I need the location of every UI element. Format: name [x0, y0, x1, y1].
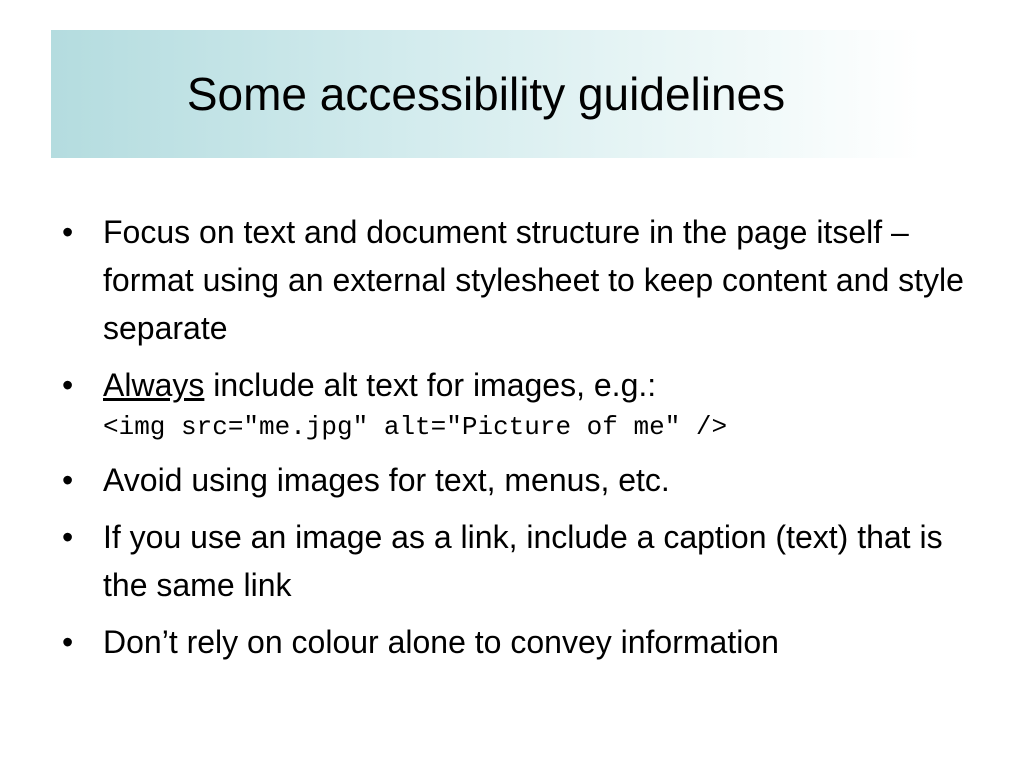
bullet-text: Focus on text and document structure in the page itself – format using an external stylesheet to keep content and style separate: [103, 214, 964, 346]
list-item: [62, 513, 982, 609]
bullet-icon: •: [62, 462, 74, 498]
list-item: [62, 208, 982, 352]
bullet-icon: •: [62, 624, 74, 660]
bullet-icon: •: [62, 519, 74, 555]
code-example: <img src="me.jpg" alt="Picture of me" />: [103, 412, 728, 442]
bullet-text: Don’t rely on colour alone to convey information: [103, 624, 779, 660]
bullet-text: If you use an image as a link, include a caption (text) that is the same link: [103, 519, 943, 603]
bullet-icon: •: [62, 214, 74, 250]
list-item: [62, 361, 982, 447]
list-item: [62, 618, 982, 666]
bullet-list: [62, 208, 982, 675]
bullet-text: Avoid using images for text, menus, etc.: [103, 462, 670, 498]
list-item: [62, 456, 982, 504]
emphasis-text: Always: [103, 367, 205, 403]
bullet-icon: •: [62, 367, 74, 403]
slide-title: Some accessibility guidelines: [186, 68, 786, 120]
title-band: [51, 30, 921, 158]
bullet-text: include alt text for images, e.g.:: [204, 367, 657, 403]
